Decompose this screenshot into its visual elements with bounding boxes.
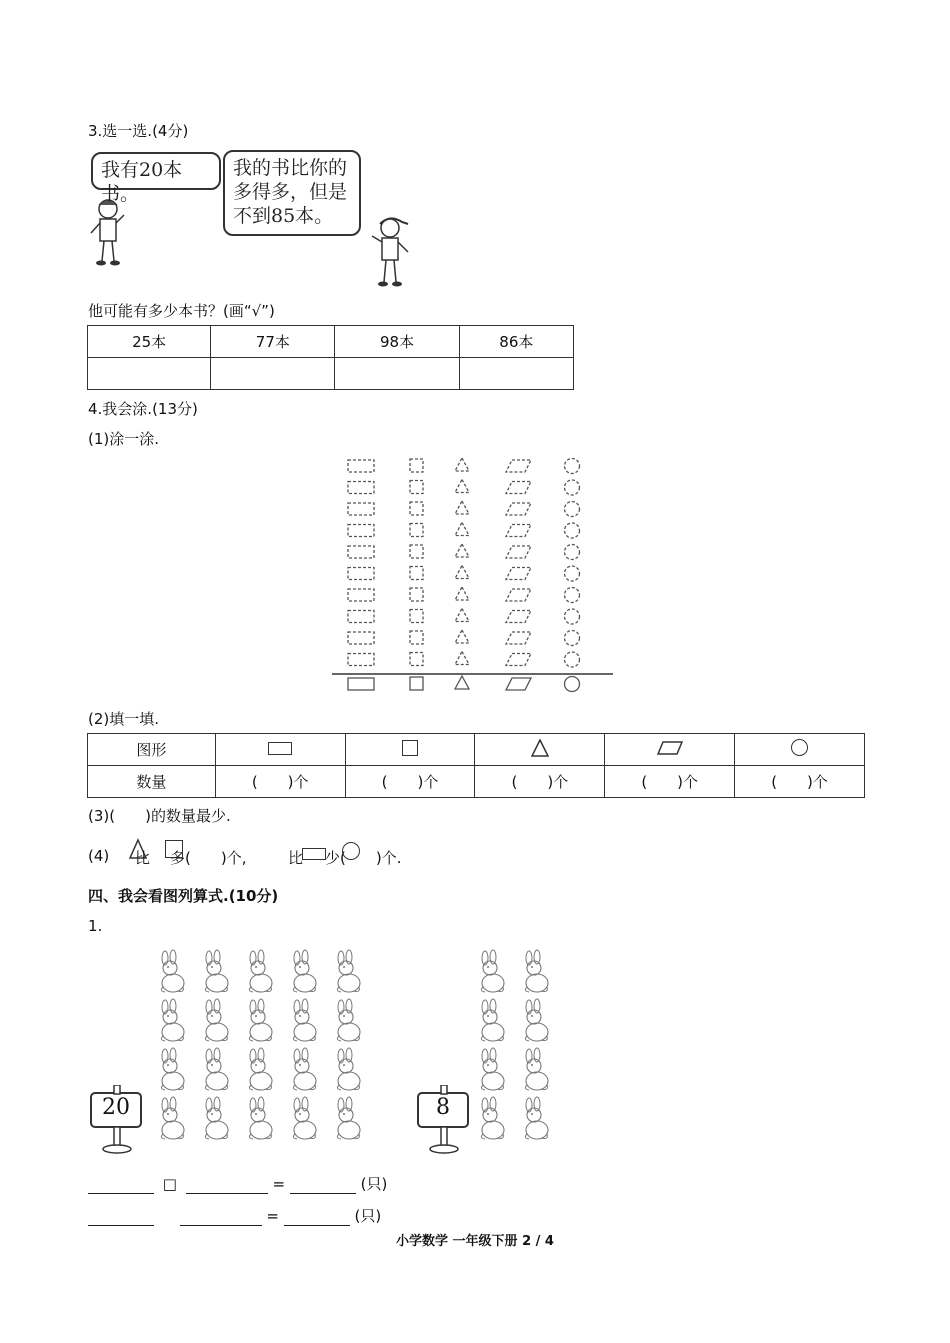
blank-input[interactable]	[88, 1179, 154, 1194]
circle-shape	[565, 588, 580, 603]
triangle-shape	[455, 480, 469, 493]
triangle-shape	[455, 587, 469, 600]
section4-item: 1.	[88, 917, 103, 935]
rabbit-icon	[161, 1048, 184, 1090]
rabbit-icon	[337, 1097, 360, 1139]
answer-cell[interactable]	[88, 358, 211, 390]
triangle-shape	[455, 652, 469, 665]
triangle-icon	[475, 734, 605, 766]
parallelogram-shape	[506, 589, 531, 601]
rabbit-icon	[205, 950, 228, 992]
rabbit-icon	[481, 950, 504, 992]
rabbit-icon	[293, 1048, 316, 1090]
square-shape	[410, 481, 423, 494]
rabbit-icon	[525, 950, 548, 992]
rectangle-shape	[348, 678, 374, 690]
square-shape	[410, 653, 423, 666]
triangle-shape	[455, 501, 469, 514]
circle-shape	[565, 609, 580, 624]
q4-sub4-bi2: 比	[288, 849, 304, 867]
triangle-shape	[455, 630, 469, 643]
q3-question: 他可能有多少本书？(画“√”)	[88, 302, 275, 320]
option-cell: 86本	[459, 326, 573, 358]
rabbit-icon	[337, 999, 360, 1041]
triangle-shape	[455, 676, 469, 689]
circle-shape	[565, 677, 580, 692]
circle-shape	[565, 631, 580, 646]
rectangle-shape	[348, 503, 374, 515]
rabbit-icon	[205, 1048, 228, 1090]
rabbit-icon	[249, 999, 272, 1041]
speech-bubble-left: 我有20本书。	[91, 152, 221, 190]
circle-shape	[565, 523, 580, 538]
q4-sub4-bi1: 比	[135, 849, 151, 867]
q4-sub4-label: (4)	[88, 847, 110, 865]
square-icon	[345, 734, 475, 766]
rabbit-icon	[161, 1097, 184, 1139]
page-footer: 小学数学 一年级下册 2 / 4	[396, 1234, 554, 1249]
blank-input[interactable]	[284, 1211, 350, 1226]
parallelogram-shape	[506, 654, 531, 666]
parallelogram-shape	[506, 568, 531, 580]
parallelogram-shape	[506, 503, 531, 515]
blank-input[interactable]	[88, 1211, 154, 1226]
rabbit-icon	[481, 1048, 504, 1090]
signpost-right-number: 8	[436, 1095, 450, 1120]
rabbit-icon	[161, 999, 184, 1041]
rabbit-icon	[337, 950, 360, 992]
unit-label: (只)	[354, 1207, 382, 1225]
parallelogram-shape	[506, 460, 531, 472]
rectangle-shape	[348, 568, 374, 580]
answer-cell[interactable]	[211, 358, 335, 390]
triangle-shape	[455, 523, 469, 536]
rabbits-group-right	[470, 948, 560, 1148]
rabbit-icon	[293, 950, 316, 992]
answer-cell[interactable]	[459, 358, 573, 390]
square-shape	[410, 502, 423, 515]
triangle-shape	[455, 566, 469, 579]
unit-label: (只)	[360, 1175, 388, 1193]
rabbit-icon	[525, 999, 548, 1041]
q3-options-table	[87, 325, 574, 390]
rabbit-icon	[249, 950, 272, 992]
equals-sign: =	[272, 1175, 286, 1193]
count-cell[interactable]: ( )个	[345, 766, 475, 798]
speech-bubble-right: 我的书比你的 多得多，但是 不到85本。	[223, 150, 361, 236]
circle-shape	[565, 459, 580, 474]
count-cell[interactable]: ( )个	[605, 766, 735, 798]
square-shape	[410, 545, 423, 558]
rectangle-shape	[348, 611, 374, 623]
row-header-count: 数量	[88, 766, 216, 798]
triangle-shape	[455, 544, 469, 557]
signpost-left-number: 20	[102, 1095, 130, 1120]
count-cell[interactable]: ( )个	[475, 766, 605, 798]
equation-row-1	[88, 1173, 387, 1194]
circle-shape	[565, 566, 580, 581]
rabbit-icon	[293, 999, 316, 1041]
parallelogram-shape	[506, 546, 531, 558]
q4-title: 4.我会涂.(13分)	[88, 400, 198, 418]
rectangle-shape	[348, 460, 374, 472]
rectangle-icon	[302, 848, 326, 860]
parallelogram-shape	[506, 611, 531, 623]
blank-input[interactable]	[186, 1179, 268, 1194]
blank-input[interactable]	[180, 1211, 262, 1226]
rabbit-icon	[525, 1048, 548, 1090]
rectangle-shape	[348, 525, 374, 537]
rabbit-icon	[481, 1097, 504, 1139]
circle-shape	[565, 480, 580, 495]
parallelogram-shape	[506, 482, 531, 494]
shape-coloring-grid	[330, 455, 615, 695]
square-shape	[410, 631, 423, 644]
triangle-shape	[455, 458, 469, 471]
square-shape	[410, 524, 423, 537]
rabbit-icon	[205, 999, 228, 1041]
rectangle-icon	[215, 734, 345, 766]
blank-input[interactable]	[290, 1179, 356, 1194]
rabbit-icon	[337, 1048, 360, 1090]
square-shape	[410, 677, 423, 690]
equation-row-2	[88, 1205, 381, 1226]
parallelogram-shape	[506, 678, 531, 690]
circle-shape	[565, 545, 580, 560]
rabbit-icon	[293, 1097, 316, 1139]
square-shape	[410, 588, 423, 601]
rectangle-shape	[348, 589, 374, 601]
triangle-shape	[455, 609, 469, 622]
rectangle-shape	[348, 482, 374, 494]
rectangle-shape	[348, 632, 374, 644]
count-cell[interactable]: ( )个	[215, 766, 345, 798]
square-shape	[410, 610, 423, 623]
row-header-shape: 图形	[88, 734, 216, 766]
rabbit-icon	[205, 1097, 228, 1139]
circle-shape	[565, 652, 580, 667]
equals-sign: =	[266, 1207, 279, 1225]
q4-sub3: (3)( )的数量最少.	[88, 807, 231, 825]
q3-title: 3.选一选.(4分)	[88, 122, 189, 140]
rabbit-icon	[249, 1048, 272, 1090]
square-shape	[410, 459, 423, 472]
parallelogram-shape	[506, 632, 531, 644]
q4-sub4-shao: 少( )个.	[325, 849, 402, 867]
boy-illustration	[368, 212, 413, 292]
q4-sub1: (1)涂一涂.	[88, 430, 160, 448]
rabbit-icon	[161, 950, 184, 992]
parallelogram-shape	[506, 525, 531, 537]
option-cell: 77本	[211, 326, 335, 358]
square-shape	[410, 567, 423, 580]
rabbit-icon	[249, 1097, 272, 1139]
girl-illustration	[88, 195, 128, 270]
rabbits-group-left	[150, 948, 375, 1148]
circle-icon	[735, 734, 865, 766]
rectangle-shape	[348, 654, 374, 666]
option-cell: 25本	[88, 326, 211, 358]
q4-sub2: (2)填一填.	[88, 710, 160, 728]
option-cell: 98本	[335, 326, 459, 358]
q4-count-table	[87, 733, 865, 798]
parallelogram-icon	[605, 734, 735, 766]
count-cell[interactable]: ( )个	[735, 766, 865, 798]
answer-cell[interactable]	[335, 358, 459, 390]
q4-sub4-duo: 多( )个,	[170, 849, 247, 867]
section4-title: 四、我会看图列算式.(10分)	[88, 887, 279, 905]
operator-box[interactable]: □	[162, 1175, 177, 1193]
rectangle-shape	[348, 546, 374, 558]
circle-shape	[565, 502, 580, 517]
rabbit-icon	[525, 1097, 548, 1139]
rabbit-icon	[481, 999, 504, 1041]
